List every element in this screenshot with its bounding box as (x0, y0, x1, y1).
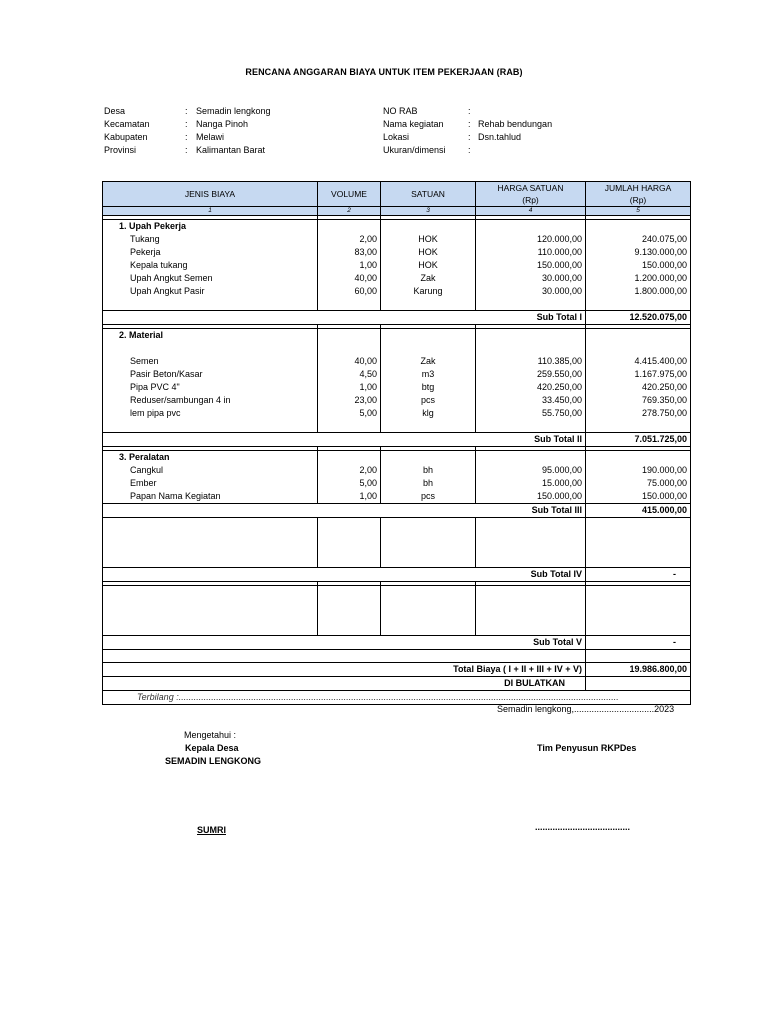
table-row (103, 477, 691, 490)
table-row (103, 464, 691, 477)
header-jumlah-harga (586, 182, 691, 207)
subtotal-label: Sub Total IV (476, 568, 586, 582)
kepala-desa-label: Kepala Desa (185, 743, 239, 753)
info-label-provinsi: Provinsi (104, 145, 137, 155)
header-harga-satuan-line1: HARGA SATUAN (497, 183, 564, 193)
table-row (103, 272, 691, 285)
item-name: Upah Angkut Semen (103, 272, 318, 285)
column-number: 4 (476, 207, 586, 216)
subtotal-value: 415.000,00 (586, 504, 691, 518)
info-value-kabupaten: Melawi (196, 132, 225, 142)
info-colon: : (468, 145, 471, 155)
item-jumlah: 420.250,00 (586, 381, 691, 394)
item-name: Reduser/sambungan 4 in (103, 394, 318, 407)
section-title-row (103, 329, 691, 343)
subtotal-label: Sub Total I (476, 311, 586, 325)
column-number: 2 (318, 207, 381, 216)
total-row (103, 663, 691, 677)
subtotal-row (103, 311, 691, 325)
terbilang-text: Terbilang :................................................................................................................................................................................ (103, 691, 691, 705)
info-colon: : (468, 132, 471, 142)
table-row (103, 259, 691, 272)
item-satuan: Zak (381, 272, 476, 285)
info-value-lokasi: Dsn.tahlud (478, 132, 522, 142)
item-harga: 259.550,00 (476, 368, 586, 381)
village-name: SEMADIN LENGKONG (165, 756, 262, 766)
info-value-desa: Semadin lengkong (196, 106, 271, 116)
table-row (103, 490, 691, 504)
table-row (103, 368, 691, 381)
item-jumlah: 1.200.000,00 (586, 272, 691, 285)
item-name: Semen (103, 355, 318, 368)
item-satuan: bh (381, 477, 476, 490)
header-satuan: SATUAN (381, 182, 476, 207)
item-volume: 2,00 (318, 233, 381, 246)
item-harga: 95.000,00 (476, 464, 586, 477)
item-volume: 2,00 (318, 464, 381, 477)
total-value: 19.986.800,00 (586, 663, 691, 677)
section-title-material: 2. Material (103, 329, 318, 343)
subtotal-value: - (586, 568, 691, 582)
info-label-nama-kegiatan: Nama kegiatan (383, 119, 444, 129)
info-label-no-rab: NO RAB (383, 106, 418, 116)
info-colon: : (468, 119, 471, 129)
item-volume: 40,00 (318, 272, 381, 285)
item-satuan: HOK (381, 233, 476, 246)
column-number: 5 (586, 207, 691, 216)
info-label-lokasi: Lokasi (383, 132, 410, 142)
item-volume: 1,00 (318, 381, 381, 394)
item-name: Pipa PVC 4" (103, 381, 318, 394)
tim-penyusun-label: Tim Penyusun RKPDes (537, 743, 637, 753)
signer-right-dots: ...................................... (535, 822, 631, 832)
header-jenis-biaya: JENIS BIAYA (103, 182, 318, 207)
rounded-label: DI BULATKAN (103, 677, 586, 691)
item-jumlah: 1.800.000,00 (586, 285, 691, 298)
item-name: Pasir Beton/Kasar (103, 368, 318, 381)
item-jumlah: 9.130.000,00 (586, 246, 691, 259)
table-row (103, 394, 691, 407)
item-harga: 110.000,00 (476, 246, 586, 259)
subtotal-value: - (586, 636, 691, 650)
subtotal-row (103, 504, 691, 518)
place-date: Semadin lengkong,................................2023 (497, 704, 675, 714)
item-jumlah: 190.000,00 (586, 464, 691, 477)
item-harga: 30.000,00 (476, 272, 586, 285)
rounded-row (103, 677, 691, 691)
item-harga: 55.750,00 (476, 407, 586, 420)
section-title-peralatan: 3. Peralatan (103, 451, 318, 465)
terbilang-row (103, 691, 691, 705)
item-satuan: bh (381, 464, 476, 477)
item-name: Kepala tukang (103, 259, 318, 272)
item-jumlah: 1.167.975,00 (586, 368, 691, 381)
table-header-row (103, 182, 691, 207)
table-row (103, 381, 691, 394)
rab-table (102, 181, 691, 705)
subtotal-value: 7.051.725,00 (586, 433, 691, 447)
item-jumlah: 278.750,00 (586, 407, 691, 420)
item-name: lem pipa pvc (103, 407, 318, 420)
item-volume: 4,50 (318, 368, 381, 381)
item-harga: 33.450,00 (476, 394, 586, 407)
info-colon: : (185, 145, 188, 155)
info-value-provinsi: Kalimantan Barat (196, 145, 266, 155)
item-satuan: Zak (381, 355, 476, 368)
item-harga: 120.000,00 (476, 233, 586, 246)
subtotal-row (103, 636, 691, 650)
subtotal-label: Sub Total III (476, 504, 586, 518)
item-name: Tukang (103, 233, 318, 246)
item-harga: 15.000,00 (476, 477, 586, 490)
info-label-desa: Desa (104, 106, 126, 116)
section-title-upah: 1. Upah Pekerja (103, 220, 318, 234)
mengetahui-label: Mengetahui : (184, 730, 237, 740)
header-harga-satuan (476, 182, 586, 207)
item-name: Cangkul (103, 464, 318, 477)
header-jumlah-harga-line2: (Rp) (629, 195, 647, 205)
empty-section-iv (103, 518, 691, 568)
info-label-kabupaten: Kabupaten (104, 132, 148, 142)
subtotal-row (103, 433, 691, 447)
item-satuan: pcs (381, 490, 476, 504)
section-title-row (103, 220, 691, 234)
item-name: Pekerja (103, 246, 318, 259)
item-harga: 150.000,00 (476, 490, 586, 504)
item-satuan: pcs (381, 394, 476, 407)
item-harga: 30.000,00 (476, 285, 586, 298)
empty-section-v (103, 586, 691, 636)
header-jumlah-harga-line1: JUMLAH HARGA (604, 183, 672, 193)
item-satuan: klg (381, 407, 476, 420)
subtotal-row (103, 568, 691, 582)
info-label-kecamatan: Kecamatan (104, 119, 150, 129)
item-satuan: btg (381, 381, 476, 394)
header-harga-satuan-line2: (Rp) (522, 195, 539, 205)
item-volume: 40,00 (318, 355, 381, 368)
header-volume: VOLUME (318, 182, 381, 207)
table-row (103, 285, 691, 298)
item-harga: 420.250,00 (476, 381, 586, 394)
item-jumlah: 150.000,00 (586, 490, 691, 504)
info-value-nama-kegiatan: Rehab bendungan (478, 119, 553, 129)
item-name: Upah Angkut Pasir (103, 285, 318, 298)
item-satuan: Karung (381, 285, 476, 298)
section-title-row (103, 451, 691, 465)
document-title: RENCANA ANGGARAN BIAYA UNTUK ITEM PEKERJAAN (RAB) (245, 67, 523, 77)
table-row (103, 233, 691, 246)
item-satuan: HOK (381, 246, 476, 259)
item-volume: 5,00 (318, 477, 381, 490)
item-jumlah: 240.075,00 (586, 233, 691, 246)
subtotal-label: Sub Total II (476, 433, 586, 447)
item-satuan: HOK (381, 259, 476, 272)
column-number: 3 (381, 207, 476, 216)
item-volume: 83,00 (318, 246, 381, 259)
item-jumlah: 769.350,00 (586, 394, 691, 407)
item-name: Papan Nama Kegiatan (103, 490, 318, 504)
total-label: Total Biaya ( I + II + III + IV + V) (103, 663, 586, 677)
column-number: 1 (103, 207, 318, 216)
info-label-ukuran: Ukuran/dimensi (383, 145, 446, 155)
item-volume: 23,00 (318, 394, 381, 407)
item-volume: 60,00 (318, 285, 381, 298)
info-colon: : (185, 106, 188, 116)
info-colon: : (185, 132, 188, 142)
table-row (103, 355, 691, 368)
info-colon: : (468, 106, 471, 116)
item-jumlah: 75.000,00 (586, 477, 691, 490)
item-jumlah: 4.415.400,00 (586, 355, 691, 368)
item-name: Ember (103, 477, 318, 490)
table-row (103, 246, 691, 259)
item-satuan: m3 (381, 368, 476, 381)
column-number-row (103, 207, 691, 216)
subtotal-label: Sub Total V (476, 636, 586, 650)
info-value-kecamatan: Nanga Pinoh (196, 119, 249, 129)
table-row (103, 407, 691, 420)
item-jumlah: 150.000,00 (586, 259, 691, 272)
item-harga: 110.385,00 (476, 355, 586, 368)
item-harga: 150.000,00 (476, 259, 586, 272)
info-colon: : (185, 119, 188, 129)
subtotal-value: 12.520.075,00 (586, 311, 691, 325)
item-volume: 5,00 (318, 407, 381, 420)
signer-left-name: SUMRI (197, 825, 226, 835)
item-volume: 1,00 (318, 490, 381, 504)
item-volume: 1,00 (318, 259, 381, 272)
